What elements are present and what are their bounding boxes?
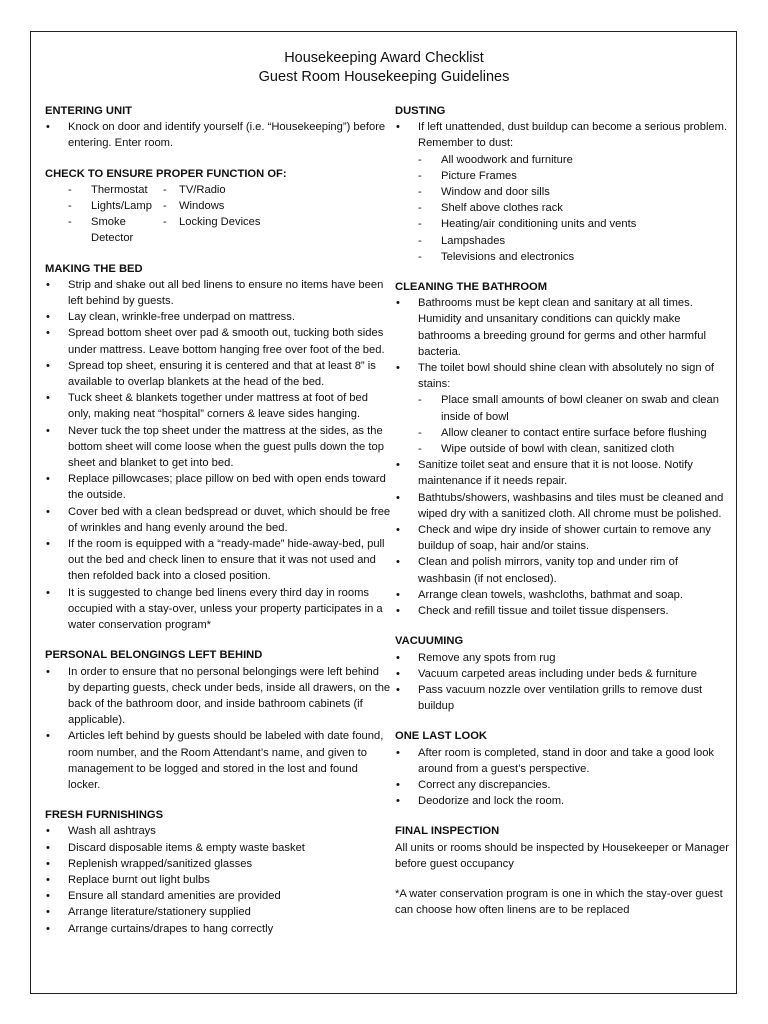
list-item: • Lay clean, wrinkle-free underpad on mattress. (45, 309, 393, 325)
section-heading: PERSONAL BELONGINGS LEFT BEHIND (45, 649, 263, 662)
sub-list-item: - Window and door sills (395, 184, 730, 200)
final-inspection-text: All units or rooms should be inspected by Housekeeper or Manager before guest occupancy (395, 841, 729, 870)
sub-list-item: - Shelf above clothes rack (395, 200, 730, 216)
section-dusting (395, 103, 730, 265)
section-heading: MAKING THE BED (45, 262, 143, 275)
list-item: • Pass vacuum nozzle over ventilation grills to remove dust buildup (395, 682, 730, 714)
check-item: - Windows (163, 198, 393, 214)
sub-list-item: - Lampshades (395, 233, 730, 249)
list-item: • Sanitize toilet seat and ensure that it is not loose. Notify maintenance if it needs repair. (395, 457, 730, 489)
list-item: • Vacuum carpeted areas including under beds & furniture (395, 666, 730, 682)
document-title: Housekeeping Award Checklist (284, 50, 484, 66)
list-item: • Arrange curtains/drapes to hang correctly (45, 921, 393, 937)
sub-list-item: - All woodwork and furniture (395, 152, 730, 168)
list-item: • Replenish wrapped/sanitized glasses (45, 856, 393, 872)
section-heading: FINAL INSPECTION (395, 825, 500, 838)
check-item: - Thermostat (45, 182, 163, 198)
section-making-the-bed (45, 261, 393, 634)
check-item: - Locking Devices (163, 214, 393, 246)
list-item: • Discard disposable items & empty waste basket (45, 840, 393, 856)
right-column (395, 103, 730, 932)
list-item: • It is suggested to change bed linens every third day in rooms occupied with a stay-over, unless your property participates in a water conservation program* (45, 585, 393, 634)
section-one-last-look (395, 728, 730, 809)
list-item: • Clean and polish mirrors, vanity top and under rim of washbasin (if not enclosed). (395, 554, 730, 586)
list-item: • After room is completed, stand in door and take a good look around from a guest’s perspective. (395, 745, 730, 777)
list-item: • If the room is equipped with a “ready-made” hide-away-bed, pull out the bed and check linen to ensure that it was not used and then refolded back into a closed position. (45, 536, 393, 585)
section-heading: ONE LAST LOOK (395, 730, 487, 743)
section-cleaning-bathroom (395, 279, 730, 619)
list-item: • Check and wipe dry inside of shower curtain to remove any buildup of soap, hair and/or stains. (395, 522, 730, 554)
list-item: • In order to ensure that no personal belongings were left behind by departing guests, check under beds, inside all drawers, on the back of the bathroom door, and inside bathroom cabinets (if applicable). (45, 664, 393, 729)
section-vacuuming (395, 633, 730, 714)
section-heading: CLEANING THE BATHROOM (395, 281, 548, 294)
sub-list-item: - Wipe outside of bowl with clean, sanitized cloth (395, 441, 730, 457)
section-personal-belongings (45, 647, 393, 793)
list-item: • Wash all ashtrays (45, 823, 393, 839)
list-item: • Check and refill tissue and toilet tissue dispensers. (395, 603, 730, 619)
list-item: • Spread top sheet, ensuring it is centered and that at least 8” is available to overlap blankets at the head of the bed. (45, 358, 393, 390)
check-item: - Smoke Detector (45, 214, 163, 246)
list-item: • Spread bottom sheet over pad & smooth out, tucking both sides under mattress. Leave bottom hanging free over foot of the bed. (45, 325, 393, 357)
list-item: • Bathtubs/showers, washbasins and tiles must be cleaned and wiped dry with a sanitized cloth. All chrome must be polished. (395, 490, 730, 522)
list-item: • Replace burnt out light bulbs (45, 872, 393, 888)
section-final-inspection (395, 823, 730, 918)
list-item: • Ensure all standard amenities are provided (45, 888, 393, 904)
list-item: • The toilet bowl should shine clean with absolutely no sign of stains: (395, 360, 730, 392)
sub-list-item: - Place small amounts of bowl cleaner on swab and clean inside of bowl (395, 392, 730, 424)
list-item: • Never tuck the top sheet under the mattress at the sides, as the bottom sheet will come loose when the guest pulls down the top sheet and blanket to get into bed. (45, 423, 393, 472)
list-item: • Cover bed with a clean bedspread or duvet, which should be free of wrinkles and hang evenly around the bed. (45, 504, 393, 536)
list-item: • Articles left behind by guests should be labeled with date found, room number, and the Room Attendant’s name, and given to management to be logged and stored in the lost and found locker. (45, 728, 393, 793)
sub-list-item: - Heating/air conditioning units and vents (395, 216, 730, 232)
check-item: - TV/Radio (163, 182, 393, 198)
sub-list-item: - Picture Frames (395, 168, 730, 184)
section-heading: FRESH FURNISHINGS (45, 809, 164, 822)
sub-list-item: - Televisions and electronics (395, 249, 730, 265)
section-heading: DUSTING (395, 105, 446, 117)
list-item: • Bathrooms must be kept clean and sanitary at all times. Humidity and unsanitary conditions can quickly make bathrooms a breeding ground for germs and other harmful bacteria. (395, 295, 730, 360)
section-check-function (45, 166, 393, 247)
section-heading: ENTERING UNIT (45, 105, 133, 117)
list-item: • If left unattended, dust buildup can become a serious problem. Remember to dust: (395, 119, 730, 151)
list-item: • Remove any spots from rug (395, 650, 730, 666)
list-item: • Deodorize and lock the room. (395, 793, 730, 809)
check-item: - Lights/Lamp (45, 198, 163, 214)
sub-list-item: - Allow cleaner to contact entire surface before flushing (395, 425, 730, 441)
list-item: • Knock on door and identify yourself (i.e. “Housekeeping”) before entering. Enter room. (45, 119, 393, 151)
list-item: • Tuck sheet & blankets together under mattress at foot of bed only, making neat “hospital” corners & leave sides hanging. (45, 390, 393, 422)
section-fresh-furnishings (45, 807, 393, 937)
list-item: • Arrange literature/stationery supplied (45, 904, 393, 920)
document-subtitle: Guest Room Housekeeping Guidelines (258, 69, 510, 85)
list-item: • Correct any discrepancies. (395, 777, 730, 793)
footnote: *A water conservation program is one in which the stay-over guest can choose how often linens are to be replaced (395, 887, 723, 917)
section-heading: VACUUMING (395, 635, 464, 648)
list-item: • Replace pillowcases; place pillow on bed with open ends toward the outside. (45, 471, 393, 503)
section-heading: CHECK TO ENSURE PROPER FUNCTION OF: (45, 167, 287, 180)
list-item: • Arrange clean towels, washcloths, bathmat and soap. (395, 587, 730, 603)
section-entering-unit (45, 103, 393, 152)
list-item: • Strip and shake out all bed linens to ensure no items have been left behind by guests. (45, 277, 393, 309)
left-column (45, 103, 393, 951)
